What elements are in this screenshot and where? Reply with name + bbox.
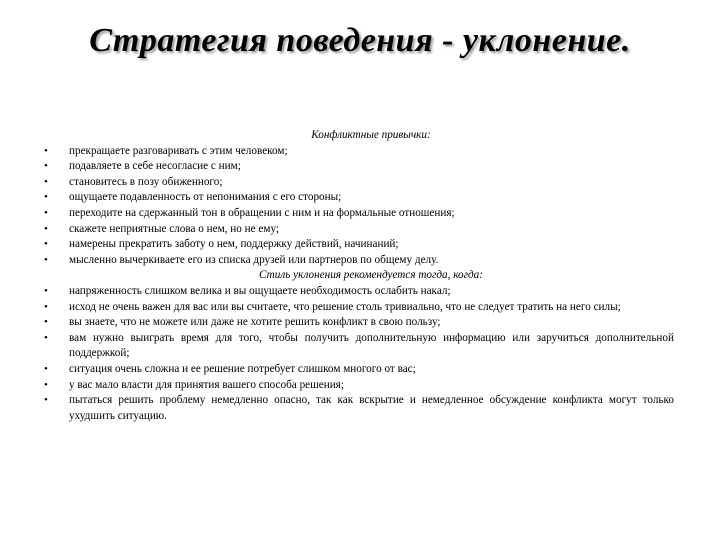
list-item [44,331,674,362]
list-item-text: становитесь в позу обиженного; [69,175,223,188]
list-item [44,284,674,300]
bullet-icon: • [44,175,48,188]
list-item [44,253,674,269]
list-item-text: ощущаете подавленность от непонимания с его стороны; [69,191,342,204]
list-item [44,237,674,253]
list-item [44,144,674,160]
habits-list [44,144,674,269]
bullet-icon: • [44,191,48,204]
list-item-text: переходите на сдержанный тон в обращении с ним и на формальные отношения; [69,206,455,219]
list-item-text: намерены прекратить заботу о нем, поддержку действий, начинаний; [69,238,399,251]
list-item-text: напряженность слишком велика и вы ощущаете необходимость ослабить накал; [69,284,451,297]
list-item [44,175,674,191]
list-item [44,222,674,238]
bullet-icon: • [44,331,48,344]
bullet-icon: • [44,206,48,219]
bullet-icon: • [44,253,48,266]
list-item [44,393,674,424]
bullet-icon: • [44,394,48,407]
list-item-text: подавляете в себе несогласие с ним; [69,160,241,173]
list-item-text: ситуация очень сложна и ее решение потребует слишком многого от вас; [69,362,416,375]
list-item [44,315,674,331]
list-item [44,159,674,175]
recommendation-heading: Стиль уклонения рекомендуется тогда, когда: [259,269,483,282]
list-item [44,190,674,206]
list-item-text: скажете неприятные слова о нем, но не ему; [69,222,279,235]
list-item [44,206,674,222]
bullet-icon: • [44,238,48,251]
bullet-icon: • [44,144,48,157]
list-item-text: мысленно вычеркиваете его из списка друзей или партнеров по общему делу. [69,253,439,266]
slide-content [44,128,674,424]
bullet-icon: • [44,362,48,375]
list-item-text: прекращаете разговаривать с этим человеком; [69,144,288,157]
slide-title: Стратегия поведения - уклонение. [89,22,631,59]
habits-heading: Конфликтные привычки: [311,129,431,141]
bullet-icon: • [44,378,48,391]
bullet-icon: • [44,284,48,297]
bullet-icon: • [44,160,48,173]
bullet-icon: • [44,222,48,235]
list-item-text: вы знаете, что не можете или даже не хотите решить конфликт в свою пользу; [69,316,441,329]
list-item-text: пытаться решить проблему немедленно опасно, так как вскрытие и немедленное обсуждение конфликта могут только ухудшить ситуацию. [69,394,674,422]
list-item-text: у вас мало власти для принятия вашего способа решения; [69,378,344,391]
list-item [44,378,674,394]
bullet-icon: • [44,316,48,329]
recommendation-list [44,284,674,424]
list-item [44,300,674,316]
list-item [44,362,674,378]
bullet-icon: • [44,300,48,313]
list-item-text: вам нужно выиграть время для того, чтобы получить дополнительную информацию или заручиться дополнительной поддержкой; [69,331,674,360]
list-item-text: исход не очень важен для вас или вы считаете, что решение столь тривиально, что не следует тратить на него силы; [69,300,621,313]
